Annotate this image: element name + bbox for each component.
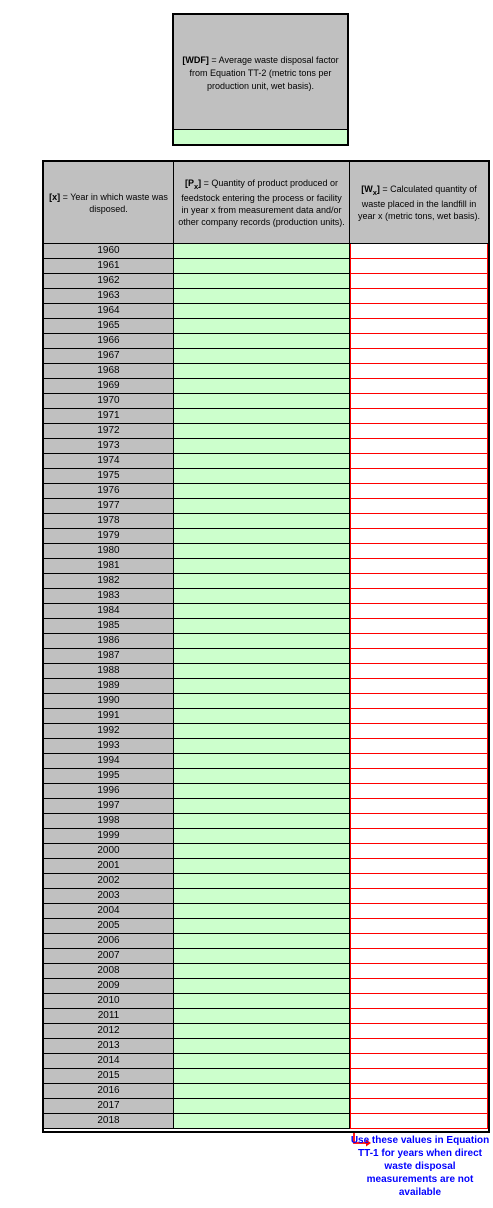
- column-header-waste: [350, 162, 488, 244]
- year-cell: 1971: [44, 409, 174, 424]
- column-x-symbol: [x]: [49, 191, 61, 202]
- production-input-cell[interactable]: [174, 274, 350, 289]
- table-row: [44, 499, 488, 514]
- table-row: [44, 664, 488, 679]
- year-cell: 1983: [44, 589, 174, 604]
- year-cell: 2013: [44, 1039, 174, 1054]
- table-row: [44, 889, 488, 904]
- year-cell: 1963: [44, 289, 174, 304]
- waste-output-cell: [350, 994, 488, 1009]
- waste-output-cell: [350, 289, 488, 304]
- production-input-cell[interactable]: [174, 409, 350, 424]
- year-cell: 2003: [44, 889, 174, 904]
- production-input-cell[interactable]: [174, 859, 350, 874]
- waste-output-cell: [350, 484, 488, 499]
- waste-output-cell: [350, 424, 488, 439]
- table-row: [44, 589, 488, 604]
- production-input-cell[interactable]: [174, 934, 350, 949]
- table-row: [44, 1009, 488, 1024]
- year-cell: 1991: [44, 709, 174, 724]
- production-input-cell[interactable]: [174, 1099, 350, 1114]
- table-row: [44, 349, 488, 364]
- waste-output-cell: [350, 784, 488, 799]
- waste-output-cell: [350, 544, 488, 559]
- waste-output-cell: [350, 664, 488, 679]
- year-cell: 1975: [44, 469, 174, 484]
- waste-output-cell: [350, 1099, 488, 1114]
- usage-note: Use these values in Equation TT-1 for years when direct waste disposal measurements are not available: [350, 1135, 490, 1198]
- table-row: [44, 769, 488, 784]
- year-cell: 1964: [44, 304, 174, 319]
- year-cell: 1997: [44, 799, 174, 814]
- year-cell: 2004: [44, 904, 174, 919]
- production-input-cell[interactable]: [174, 1024, 350, 1039]
- table-row: [44, 409, 488, 424]
- year-cell: 1999: [44, 829, 174, 844]
- year-cell: 1992: [44, 724, 174, 739]
- year-cell: 1994: [44, 754, 174, 769]
- production-input-cell[interactable]: [174, 619, 350, 634]
- production-input-cell[interactable]: [174, 439, 350, 454]
- production-input-cell[interactable]: [174, 529, 350, 544]
- waste-output-cell: [350, 724, 488, 739]
- waste-output-cell: [350, 274, 488, 289]
- production-input-cell[interactable]: [174, 949, 350, 964]
- table-row: [44, 844, 488, 859]
- waste-output-cell: [350, 709, 488, 724]
- waste-output-cell: [350, 919, 488, 934]
- year-cell: 2000: [44, 844, 174, 859]
- table-row: [44, 709, 488, 724]
- table-row: [44, 814, 488, 829]
- production-input-cell[interactable]: [174, 694, 350, 709]
- waste-output-cell: [350, 574, 488, 589]
- production-input-cell[interactable]: [174, 919, 350, 934]
- table-row: [44, 979, 488, 994]
- production-input-cell[interactable]: [174, 679, 350, 694]
- table-row: [44, 274, 488, 289]
- year-cell: 2014: [44, 1054, 174, 1069]
- table-row: [44, 1054, 488, 1069]
- waste-output-cell: [350, 1114, 488, 1129]
- waste-output-cell: [350, 889, 488, 904]
- waste-calculation-table: [42, 160, 490, 1133]
- table-row: [44, 799, 488, 814]
- year-cell: 2017: [44, 1099, 174, 1114]
- waste-output-cell: [350, 319, 488, 334]
- year-cell: 1970: [44, 394, 174, 409]
- table-row: [44, 829, 488, 844]
- table-row: [44, 259, 488, 274]
- table-row: [44, 964, 488, 979]
- waste-output-cell: [350, 799, 488, 814]
- table-row: [44, 1114, 488, 1129]
- production-input-cell[interactable]: [174, 469, 350, 484]
- production-input-cell[interactable]: [174, 424, 350, 439]
- year-cell: 2012: [44, 1024, 174, 1039]
- year-cell: 2016: [44, 1084, 174, 1099]
- waste-output-cell: [350, 1084, 488, 1099]
- wdf-panel: [172, 13, 349, 146]
- production-input-cell[interactable]: [174, 784, 350, 799]
- waste-output-cell: [350, 844, 488, 859]
- waste-output-cell: [350, 979, 488, 994]
- production-input-cell[interactable]: [174, 844, 350, 859]
- production-input-cell[interactable]: [174, 739, 350, 754]
- production-input-cell[interactable]: [174, 799, 350, 814]
- waste-output-cell: [350, 754, 488, 769]
- table-row: [44, 289, 488, 304]
- waste-output-cell: [350, 679, 488, 694]
- table-row: [44, 994, 488, 1009]
- year-cell: 2005: [44, 919, 174, 934]
- waste-output-cell: [350, 634, 488, 649]
- waste-output-cell: [350, 619, 488, 634]
- waste-output-cell: [350, 364, 488, 379]
- year-cell: 1974: [44, 454, 174, 469]
- year-cell: 2018: [44, 1114, 174, 1129]
- production-input-cell[interactable]: [174, 1114, 350, 1129]
- waste-output-cell: [350, 739, 488, 754]
- year-cell: 2007: [44, 949, 174, 964]
- production-input-cell[interactable]: [174, 724, 350, 739]
- production-input-cell[interactable]: [174, 1009, 350, 1024]
- waste-output-cell: [350, 859, 488, 874]
- waste-output-cell: [350, 394, 488, 409]
- year-cell: 1987: [44, 649, 174, 664]
- year-cell: 1976: [44, 484, 174, 499]
- year-cell: 1972: [44, 424, 174, 439]
- column-p-description: = Quantity of product produced or feedstock entering the process or facility in year x from measurement data and/or other company records (production units).: [178, 177, 345, 228]
- waste-output-cell: [350, 559, 488, 574]
- table-row: [44, 679, 488, 694]
- production-input-cell[interactable]: [174, 979, 350, 994]
- waste-output-cell: [350, 409, 488, 424]
- column-w-description: = Calculated quantity of waste placed in the landfill in year x (metric tons, wet basis).: [357, 183, 481, 222]
- waste-output-cell: [350, 379, 488, 394]
- waste-output-cell: [350, 1054, 488, 1069]
- column-w-subscript: x: [372, 187, 377, 197]
- waste-output-cell: [350, 589, 488, 604]
- column-w-symbol: [W: [361, 183, 373, 194]
- year-cell: 1978: [44, 514, 174, 529]
- table-row: [44, 934, 488, 949]
- waste-output-cell: [350, 349, 488, 364]
- table-row: [44, 619, 488, 634]
- waste-output-cell: [350, 949, 488, 964]
- production-input-cell[interactable]: [174, 664, 350, 679]
- table-row: [44, 334, 488, 349]
- production-input-cell[interactable]: [174, 589, 350, 604]
- year-cell: 1968: [44, 364, 174, 379]
- waste-output-cell: [350, 814, 488, 829]
- production-input-cell[interactable]: [174, 829, 350, 844]
- table-row: [44, 739, 488, 754]
- year-cell: 1977: [44, 499, 174, 514]
- production-input-cell[interactable]: [174, 574, 350, 589]
- production-input-cell[interactable]: [174, 1054, 350, 1069]
- column-header-year: [44, 162, 174, 244]
- waste-output-cell: [350, 304, 488, 319]
- table-row: [44, 244, 488, 259]
- year-cell: 1988: [44, 664, 174, 679]
- year-cell: 2002: [44, 874, 174, 889]
- production-input-cell[interactable]: [174, 874, 350, 889]
- year-cell: 1960: [44, 244, 174, 259]
- year-cell: 2009: [44, 979, 174, 994]
- production-input-cell[interactable]: [174, 649, 350, 664]
- table-row: [44, 724, 488, 739]
- production-input-cell[interactable]: [174, 1069, 350, 1084]
- production-input-cell[interactable]: [174, 244, 350, 259]
- year-cell: 1990: [44, 694, 174, 709]
- year-cell: 1996: [44, 784, 174, 799]
- table-row: [44, 319, 488, 334]
- table-row: [44, 304, 488, 319]
- table-row: [44, 469, 488, 484]
- waste-output-cell: [350, 829, 488, 844]
- production-input-cell[interactable]: [174, 889, 350, 904]
- year-cell: 1979: [44, 529, 174, 544]
- table-row: [44, 1084, 488, 1099]
- waste-output-cell: [350, 499, 488, 514]
- waste-output-cell: [350, 244, 488, 259]
- table-row: [44, 439, 488, 454]
- year-cell: 1982: [44, 574, 174, 589]
- waste-output-cell: [350, 904, 488, 919]
- table-row: [44, 694, 488, 709]
- year-cell: 2001: [44, 859, 174, 874]
- table-row: [44, 394, 488, 409]
- waste-output-cell: [350, 604, 488, 619]
- production-input-cell[interactable]: [174, 349, 350, 364]
- year-cell: 2010: [44, 994, 174, 1009]
- column-w-close: ]: [376, 183, 380, 194]
- production-input-cell[interactable]: [174, 544, 350, 559]
- waste-output-cell: [350, 769, 488, 784]
- table-row: [44, 649, 488, 664]
- production-input-cell[interactable]: [174, 604, 350, 619]
- table-row: [44, 484, 488, 499]
- production-input-cell[interactable]: [174, 1039, 350, 1054]
- waste-output-cell: [350, 1009, 488, 1024]
- table-row: [44, 544, 488, 559]
- year-cell: 1986: [44, 634, 174, 649]
- waste-output-cell: [350, 694, 488, 709]
- table-row: [44, 949, 488, 964]
- year-cell: 1995: [44, 769, 174, 784]
- waste-output-cell: [350, 964, 488, 979]
- table-row: [44, 379, 488, 394]
- waste-output-cell: [350, 529, 488, 544]
- year-cell: 2006: [44, 934, 174, 949]
- year-cell: 2011: [44, 1009, 174, 1024]
- table-row: [44, 559, 488, 574]
- waste-output-cell: [350, 454, 488, 469]
- production-input-cell[interactable]: [174, 964, 350, 979]
- waste-output-cell: [350, 874, 488, 889]
- wdf-input-cell[interactable]: [174, 129, 347, 144]
- year-cell: 1998: [44, 814, 174, 829]
- production-input-cell[interactable]: [174, 334, 350, 349]
- table-row: [44, 604, 488, 619]
- production-input-cell[interactable]: [174, 709, 350, 724]
- production-input-cell[interactable]: [174, 484, 350, 499]
- year-cell: 1985: [44, 619, 174, 634]
- table-row: [44, 1024, 488, 1039]
- table-row: [44, 514, 488, 529]
- table-row: [44, 454, 488, 469]
- production-input-cell[interactable]: [174, 1084, 350, 1099]
- table-row: [44, 1039, 488, 1054]
- waste-output-cell: [350, 514, 488, 529]
- table-row: [44, 874, 488, 889]
- column-p-symbol: [P: [184, 177, 194, 188]
- production-input-cell[interactable]: [174, 559, 350, 574]
- waste-output-cell: [350, 934, 488, 949]
- production-input-cell[interactable]: [174, 994, 350, 1009]
- waste-output-cell: [350, 259, 488, 274]
- column-x-description: = Year in which waste was disposed.: [60, 191, 168, 214]
- waste-output-cell: [350, 649, 488, 664]
- table-row: [44, 424, 488, 439]
- waste-output-cell: [350, 1039, 488, 1054]
- table-row: [44, 529, 488, 544]
- production-input-cell[interactable]: [174, 769, 350, 784]
- year-cell: 1980: [44, 544, 174, 559]
- column-header-production: [174, 162, 350, 244]
- table-row: [44, 754, 488, 769]
- production-input-cell[interactable]: [174, 259, 350, 274]
- table-row: [44, 364, 488, 379]
- table-row: [44, 634, 488, 649]
- year-cell: 1981: [44, 559, 174, 574]
- year-cell: 1993: [44, 739, 174, 754]
- year-cell: 1962: [44, 274, 174, 289]
- production-input-cell[interactable]: [174, 379, 350, 394]
- production-input-cell[interactable]: [174, 634, 350, 649]
- wdf-description: [174, 15, 347, 131]
- production-input-cell[interactable]: [174, 814, 350, 829]
- year-cell: 1984: [44, 604, 174, 619]
- waste-output-cell: [350, 469, 488, 484]
- production-input-cell[interactable]: [174, 289, 350, 304]
- year-cell: 1961: [44, 259, 174, 274]
- wdf-description-text: = Average waste disposal factor from Equation TT-2 (metric tons per production unit, wet basis).: [189, 54, 339, 91]
- production-input-cell[interactable]: [174, 319, 350, 334]
- year-cell: 2008: [44, 964, 174, 979]
- year-cell: 1973: [44, 439, 174, 454]
- table-row: [44, 784, 488, 799]
- year-cell: 1969: [44, 379, 174, 394]
- table-row: [44, 1099, 488, 1114]
- production-input-cell[interactable]: [174, 499, 350, 514]
- waste-output-cell: [350, 1024, 488, 1039]
- production-input-cell[interactable]: [174, 514, 350, 529]
- table-row: [44, 919, 488, 934]
- production-input-cell[interactable]: [174, 304, 350, 319]
- column-p-close: ]: [198, 177, 202, 188]
- year-cell: 1967: [44, 349, 174, 364]
- production-input-cell[interactable]: [174, 754, 350, 769]
- year-cell: 2015: [44, 1069, 174, 1084]
- waste-output-cell: [350, 1069, 488, 1084]
- waste-output-cell: [350, 334, 488, 349]
- table-row: [44, 859, 488, 874]
- column-p-subscript: x: [193, 181, 199, 191]
- table-row: [44, 904, 488, 919]
- wdf-symbol: [WDF]: [182, 54, 209, 65]
- table-row: [44, 1069, 488, 1084]
- year-cell: 1965: [44, 319, 174, 334]
- production-input-cell[interactable]: [174, 904, 350, 919]
- production-input-cell[interactable]: [174, 364, 350, 379]
- waste-output-cell: [350, 439, 488, 454]
- production-input-cell[interactable]: [174, 454, 350, 469]
- table-row: [44, 574, 488, 589]
- year-cell: 1966: [44, 334, 174, 349]
- year-cell: 1989: [44, 679, 174, 694]
- production-input-cell[interactable]: [174, 394, 350, 409]
